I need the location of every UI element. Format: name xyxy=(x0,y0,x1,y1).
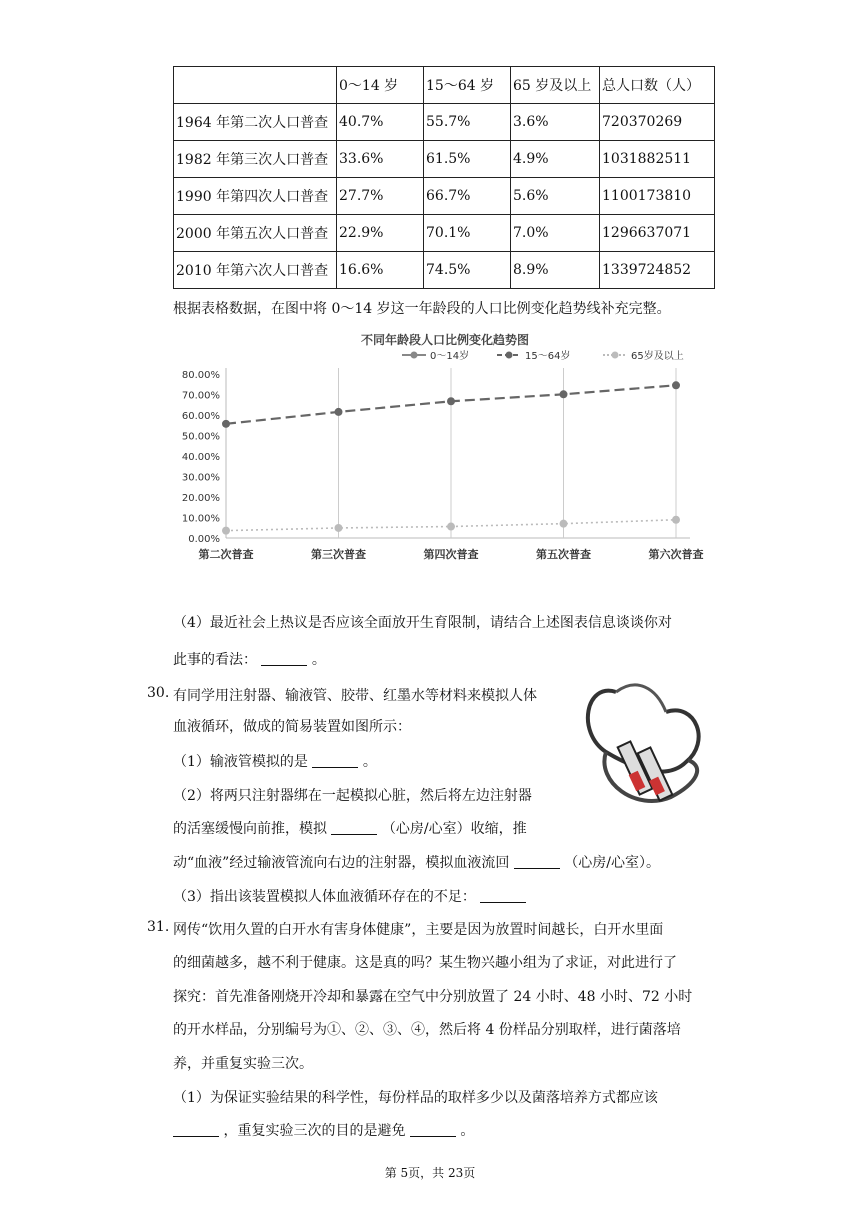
table-row xyxy=(174,178,715,215)
legend-label: 0～14岁 xyxy=(430,351,470,362)
trend-chart xyxy=(170,322,720,572)
table-cell: 3.6% xyxy=(511,104,600,141)
q31-line4: 的开水样品，分别编号为①、②、③、④，然后将 4 份样品分别取样，进行菌落培 xyxy=(173,1022,681,1038)
q30-p2-blank1[interactable] xyxy=(331,820,377,835)
page-footer: 第 5页，共 23页 xyxy=(384,1166,476,1180)
q31-p1-line1: （1）为保证实验结果的科学性，每份样品的取样多少以及菌落培养方式都应该 xyxy=(173,1090,658,1106)
table-header-cell: 总人口数（人） xyxy=(600,67,715,104)
q30-p3-blank[interactable] xyxy=(480,888,526,903)
table-cell: 1982 年第三次人口普查 xyxy=(174,141,337,178)
q31-line5: 养，并重复实验三次。 xyxy=(173,1056,313,1072)
table-row xyxy=(174,141,715,178)
q31-p1-blank1[interactable] xyxy=(173,1122,219,1137)
table-cell: 5.6% xyxy=(511,178,600,215)
table-cell: 8.9% xyxy=(511,252,600,289)
q31-line3: 探究：首先准备刚烧开冷却和暴露在空气中分别放置了 24 小时、48 小时、72 小时 xyxy=(173,989,693,1005)
table-row xyxy=(174,215,715,252)
q31-number: 31. xyxy=(147,919,170,935)
instruction-text: 根据表格数据，在图中将 0～14 岁这一年龄段的人口比例变化趋势线补充完整。 xyxy=(173,301,671,317)
legend-marker xyxy=(411,352,418,359)
q30-p2-line2: 的活塞缓慢向前推，模拟 （心房/心室）收缩，推 xyxy=(173,821,527,837)
table-cell: 70.1% xyxy=(424,215,511,252)
population-table xyxy=(173,66,715,289)
data-point xyxy=(335,524,343,532)
circulation-model-photo xyxy=(576,672,716,814)
legend-marker xyxy=(506,352,513,359)
q4-end: 。 xyxy=(311,652,326,668)
table-cell: 1296637071 xyxy=(600,215,715,252)
q4-line2 xyxy=(173,649,326,669)
y-tick-label: 40.00% xyxy=(181,452,220,463)
table-cell: 1964 年第二次人口普查 xyxy=(174,104,337,141)
q30-line2: 血液循环，做成的简易装置如图所示： xyxy=(173,719,411,735)
table-cell: 55.7% xyxy=(424,104,511,141)
chart-title: 不同年龄段人口比例变化趋势图 xyxy=(360,333,530,347)
q31-line1: 网传“饮用久置的白开水有害身体健康”，主要是因为放置时间越长，白开水里面 xyxy=(173,922,664,938)
table-cell: 40.7% xyxy=(337,104,424,141)
q30-p2-line1: （2）将两只注射器绑在一起模拟心脏，然后将左边注射器 xyxy=(173,788,532,804)
y-tick-label: 60.00% xyxy=(181,411,220,422)
table-cell: 16.6% xyxy=(337,252,424,289)
q30-p1-blank[interactable] xyxy=(312,753,358,768)
data-point xyxy=(447,397,455,405)
y-tick-label: 20.00% xyxy=(181,493,220,504)
table-cell: 1339724852 xyxy=(600,252,715,289)
q4-line1: （4）最近社会上热议是否应该全面放开生育限制，请结合上述图表信息谈谈你对 xyxy=(173,615,672,631)
table-cell: 1031882511 xyxy=(600,141,715,178)
table-cell: 4.9% xyxy=(511,141,600,178)
data-point xyxy=(335,408,343,416)
q30-p2-blank2[interactable] xyxy=(514,854,560,869)
q4-prompt: 此事的看法： xyxy=(173,652,257,668)
table-header-cell: 15～64 岁 xyxy=(424,67,511,104)
table-cell: 2000 年第五次人口普查 xyxy=(174,215,337,252)
table-cell: 2010 年第六次人口普查 xyxy=(174,252,337,289)
x-tick-label: 第四次普查 xyxy=(423,548,479,561)
legend-label: 15～64岁 xyxy=(525,351,571,362)
x-tick-label: 第三次普查 xyxy=(311,548,366,561)
table-cell: 61.5% xyxy=(424,141,511,178)
table-cell: 74.5% xyxy=(424,252,511,289)
q31-p1-blank2[interactable] xyxy=(410,1122,456,1137)
y-tick-label: 0.00% xyxy=(188,534,220,545)
data-point xyxy=(222,527,230,535)
table-cell: 1100173810 xyxy=(600,178,715,215)
x-tick-label: 第二次普查 xyxy=(198,548,254,561)
table-cell: 27.7% xyxy=(337,178,424,215)
y-tick-label: 30.00% xyxy=(181,472,220,484)
data-point xyxy=(672,516,680,524)
table-cell: 1990 年第四次人口普查 xyxy=(174,178,337,215)
table-cell: 720370269 xyxy=(600,104,715,141)
table-header-cell: 0～14 岁 xyxy=(337,67,424,104)
y-tick-label: 50.00% xyxy=(181,431,220,443)
table-cell: 7.0% xyxy=(511,215,600,252)
table-cell: 33.6% xyxy=(337,141,424,178)
q4-answer-blank[interactable] xyxy=(261,651,307,666)
table-cell: 66.7% xyxy=(424,178,511,215)
table-header-cell: 65 岁及以上 xyxy=(511,67,600,104)
data-point xyxy=(672,381,680,389)
q30-p2-line3: 动“血液”经过输液管流向右边的注射器，模拟血液流回 （心房/心室）。 xyxy=(173,855,660,871)
y-tick-label: 70.00% xyxy=(181,390,220,402)
y-tick-label: 10.00% xyxy=(181,513,220,525)
q30-p1: （1）输液管模拟的是 。 xyxy=(173,754,377,770)
data-point xyxy=(560,520,568,528)
table-cell: 22.9% xyxy=(337,215,424,252)
legend-label: 65岁及以上 xyxy=(631,351,684,362)
data-point xyxy=(560,390,568,398)
q30-number: 30. xyxy=(147,685,170,701)
q30-line1: 有同学用注射器、输液管、胶带、红墨水等材料来模拟人体 xyxy=(173,688,537,704)
table-row xyxy=(174,252,715,289)
q31-line2: 的细菌越多，越不利于健康。这是真的吗？某生物兴趣小组为了求证，对此进行了 xyxy=(173,955,677,971)
legend-marker xyxy=(612,352,619,359)
data-point xyxy=(447,523,455,531)
q31-p1-line2: ，重复实验三次的目的是避免 。 xyxy=(173,1120,474,1140)
data-point xyxy=(222,420,230,428)
table-row xyxy=(174,104,715,141)
table-header-row xyxy=(174,67,715,104)
x-tick-label: 第六次普查 xyxy=(648,548,704,561)
table-header-cell xyxy=(174,67,337,104)
q30-p3: （3）指出该装置模拟人体血液循环存在的不足： xyxy=(173,886,526,906)
y-tick-label: 80.00% xyxy=(181,370,220,381)
x-tick-label: 第五次普查 xyxy=(536,548,591,561)
